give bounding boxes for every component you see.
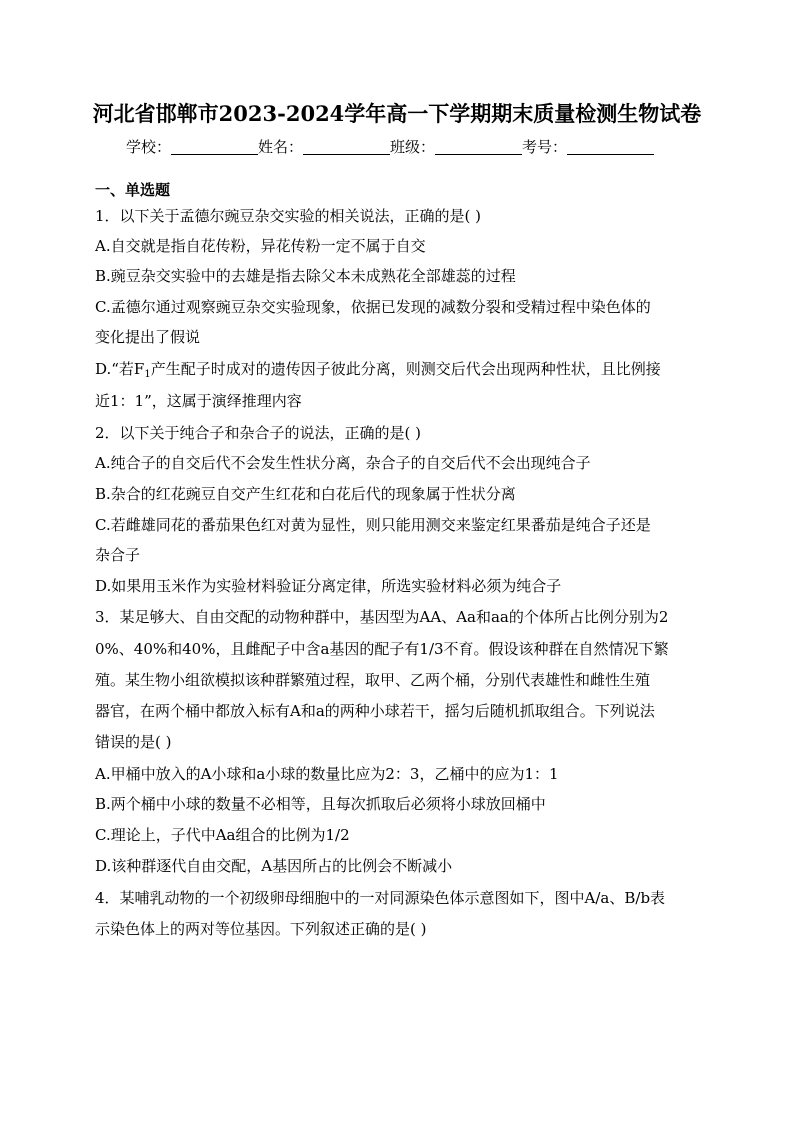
q1-stem: 1．以下关于孟德尔豌豆杂交实验的相关说法，正确的是( ) (95, 207, 482, 225)
q1-option-c-line1: C.孟德尔通过观察豌豆杂交实验现象，依据已发现的减数分裂和受精过程中染色体的 (95, 298, 651, 316)
section-heading: 一、单选题 (95, 181, 171, 199)
q2-stem: 2．以下关于纯合子和杂合子的说法，正确的是( ) (95, 424, 422, 442)
number-blank[interactable] (567, 140, 654, 155)
q4-stem-line1: 4．某哺乳动物的一个初级卵母细胞中的一对同源染色体示意图如下，图中A/a、B/b表 (95, 889, 666, 907)
number-field (522, 136, 654, 157)
q1-d-pre: D.“若F (95, 360, 145, 378)
q3-option-a: A.甲桶中放入的A小球和a小球的数量比应为2：3，乙桶中的应为1：1 (95, 765, 559, 783)
q3-stem-line3: 殖。某生物小组欲模拟该种群繁殖过程，取甲、乙两个桶，分别代表雄性和雌性生殖 (95, 671, 651, 689)
q3-option-b: B.两个桶中小球的数量不必相等，且每次抓取后必须将小球放回桶中 (95, 795, 546, 813)
q2-option-d: D.如果用玉米作为实验材料验证分离定律，所选实验材料必须为纯合子 (95, 577, 562, 595)
q4-stem-line2: 示染色体上的两对等位基因。下列叙述正确的是( ) (95, 920, 427, 938)
q3-option-c: C.理论上，子代中Aa组合的比例为1/2 (95, 826, 350, 844)
q3-option-d: D.该种群逐代自由交配，A基因所占的比例会不断减小 (95, 857, 453, 875)
name-blank[interactable] (303, 140, 390, 155)
school-field (126, 136, 258, 157)
student-info-row (126, 136, 654, 157)
class-blank[interactable] (435, 140, 522, 155)
class-label: 班级： (390, 138, 436, 156)
name-label: 姓名： (258, 138, 304, 156)
q1-option-a: A.自交就是指自花传粉，异花传粉一定不属于自交 (95, 237, 426, 255)
q1-d-subscript: 1 (144, 369, 151, 380)
q1-option-d-line1 (95, 359, 661, 385)
q1-option-d-line2: 近1：1”，这属于演绎推理内容 (95, 392, 302, 410)
school-blank[interactable] (171, 140, 258, 155)
q1-option-c-line2: 变化提出了假说 (95, 328, 201, 346)
q2-option-b: B.杂合的红花豌豆自交产生红花和白花后代的现象属于性状分离 (95, 485, 516, 503)
q3-stem-line5: 错误的是( ) (95, 733, 172, 751)
school-label: 学校： (126, 138, 172, 156)
q3-stem-line1: 3．某足够大、自由交配的动物种群中，基因型为AA、Aa和aa的个体所占比例分别为2 (95, 608, 669, 626)
q3-stem-line2: 0%、40%和40%，且雌配子中含a基因的配子有1/3不育。假设该种群在自然情况下繁 (95, 640, 669, 658)
class-field (390, 136, 522, 157)
q2-option-c-line1: C.若雌雄同花的番茄果色红对黄为显性，则只能用测交来鉴定红果番茄是纯合子还是 (95, 516, 651, 534)
q3-stem-line4: 器官，在两个桶中都放入标有A和a的两种小球若干，摇匀后随机抓取组合。下列说法 (95, 702, 655, 720)
name-field (258, 136, 390, 157)
page-title: 河北省邯郸市2023-2024学年高一下学期期末质量检测生物试卷 (92, 101, 702, 126)
q2-option-c-line2: 杂合子 (95, 546, 141, 564)
q1-d-post: 产生配子时成对的遗传因子彼此分离，则测交后代会出现两种性状，且比例接 (150, 360, 661, 378)
q1-option-b: B.豌豆杂交实验中的去雄是指去除父本未成熟花全部雄蕊的过程 (95, 267, 516, 285)
q2-option-a: A.纯合子的自交后代不会发生性状分离，杂合子的自交后代不会出现纯合子 (95, 454, 591, 472)
number-label: 考号： (522, 138, 568, 156)
